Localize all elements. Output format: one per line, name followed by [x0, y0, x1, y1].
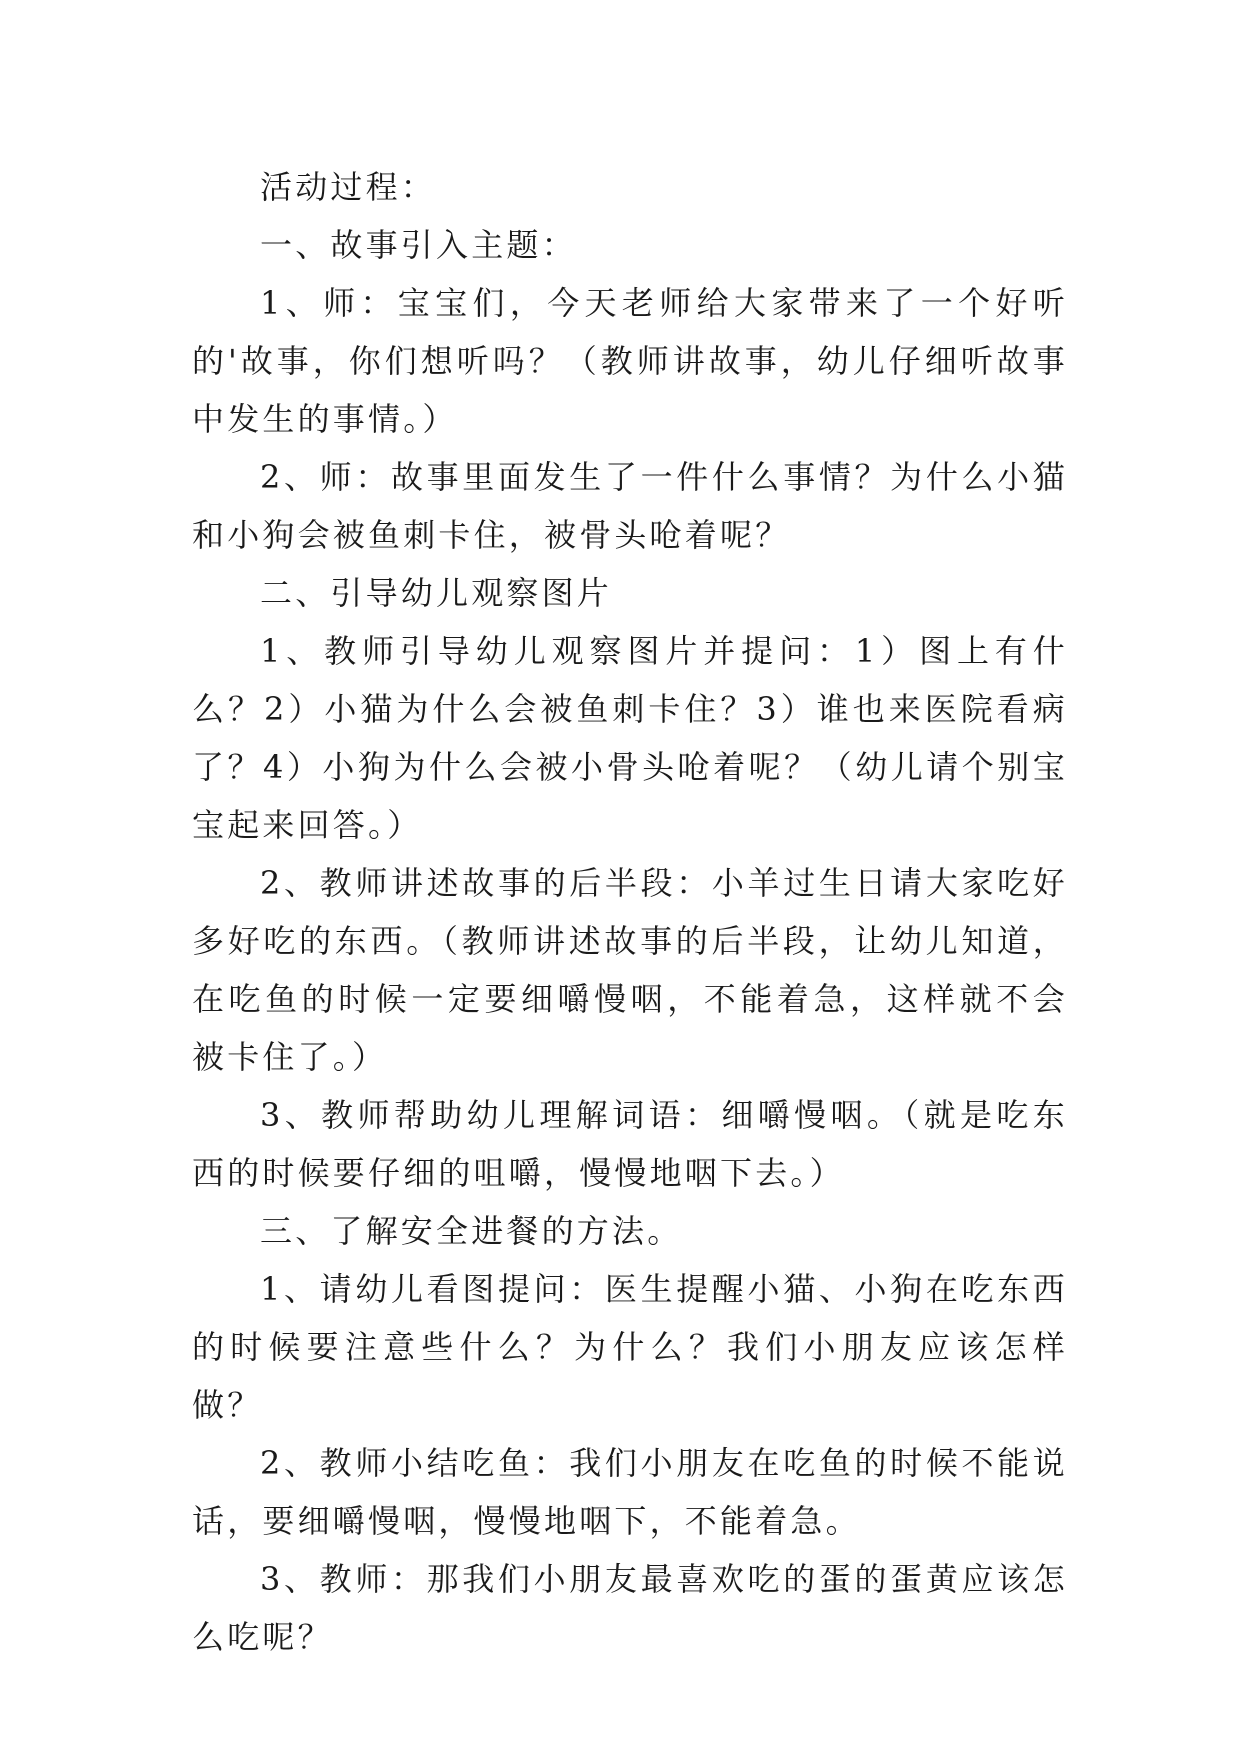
section-heading-activity-process: 活动过程： [260, 168, 437, 206]
section-heading-observe-pictures: 二、引导幼儿观察图片 [260, 574, 613, 612]
section-heading-safe-eating: 三、了解安全进餐的方法。 [260, 1212, 683, 1250]
paragraph: 2、教师讲述故事的后半段：小羊过生日请大家吃好多好吃的东西。（教师讲述故事的后半段，让幼儿知道，在吃鱼的时候一定要细嚼慢咽，不能着急，这样就不会被卡住了。） [192, 864, 1068, 1076]
paragraph: 1、师：宝宝们，今天老师给大家带来了一个好听的'故事，你们想听吗？（教师讲故事，幼儿仔细听故事中发生的事情。） [192, 284, 1068, 438]
paragraph: 1、教师引导幼儿观察图片并提问：1）图上有什么？2）小猫为什么会被鱼刺卡住？3）谁也来医院看病了？4）小狗为什么会被小骨头呛着呢？（幼儿请个别宝宝起来回答。） [192, 632, 1068, 844]
section-heading-story-intro: 一、故事引入主题： [260, 226, 577, 264]
document-body [192, 158, 1068, 1666]
paragraph: 1、请幼儿看图提问：医生提醒小猫、小狗在吃东西的时候要注意些什么？为什么？我们小朋友应该怎样做？ [192, 1270, 1068, 1424]
paragraph: 2、教师小结吃鱼：我们小朋友在吃鱼的时候不能说话，要细嚼慢咽，慢慢地咽下，不能着急。 [192, 1444, 1068, 1540]
paragraph: 3、教师：那我们小朋友最喜欢吃的蛋的蛋黄应该怎么吃呢？ [192, 1560, 1068, 1656]
paragraph: 3、教师帮助幼儿理解词语：细嚼慢咽。（就是吃东西的时候要仔细的咀嚼，慢慢地咽下去。） [192, 1096, 1068, 1192]
paragraph: 2、师：故事里面发生了一件什么事情？为什么小猫和小狗会被鱼刺卡住，被骨头呛着呢？ [192, 458, 1068, 554]
